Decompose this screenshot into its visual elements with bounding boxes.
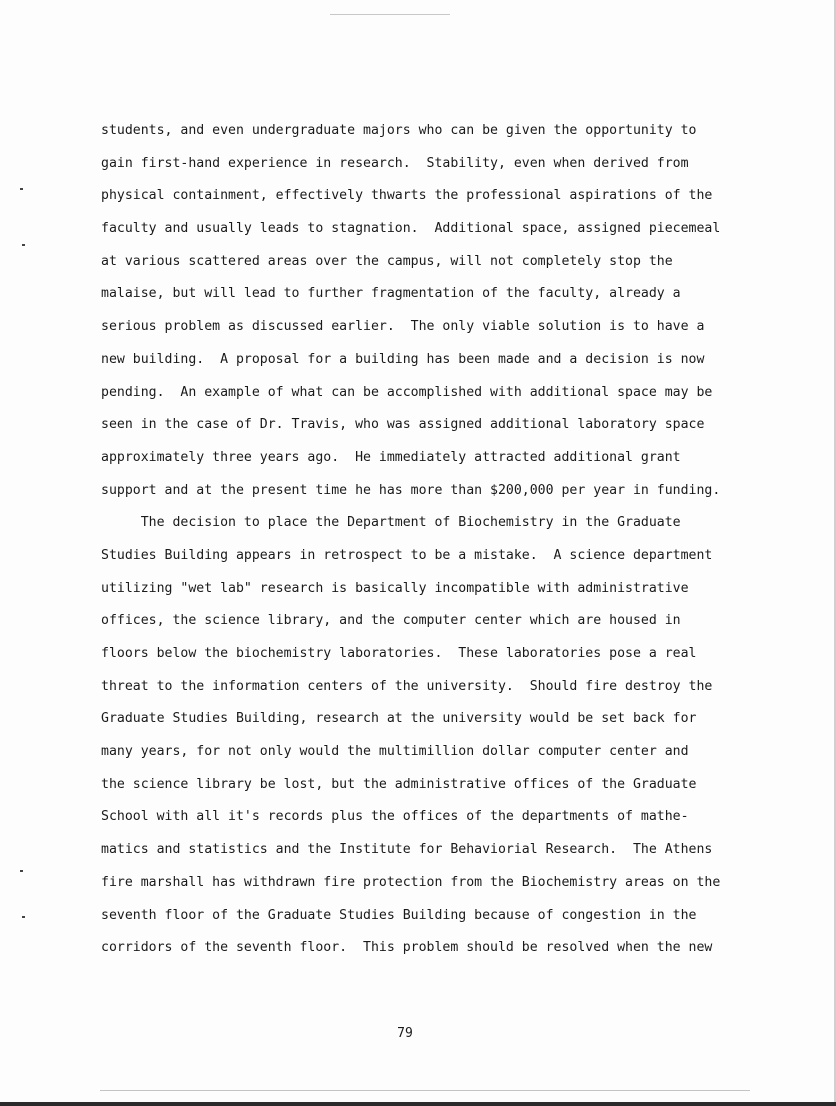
text-line: corridors of the seventh floor. This problem should be resolved when the new [101, 940, 713, 956]
scan-speck [22, 244, 25, 246]
scan-artifact-bottom-line [100, 1090, 750, 1091]
text-line: physical containment, effectively thwarts the professional aspirations of the [101, 188, 713, 204]
text-line: floors below the biochemistry laboratories. These laboratories pose a real [101, 646, 697, 661]
text-line: the science library be lost, but the administrative offices of the Graduate [101, 776, 697, 792]
scan-speck [22, 916, 25, 918]
text-line: support and at the present time he has more than $200,000 per year in funding. [101, 482, 721, 498]
text-line: new building. A proposal for a building has been made and a decision is now [101, 351, 705, 367]
text-line: offices, the science library, and the computer center which are housed in [101, 613, 681, 629]
text-line: students, and even undergraduate majors who can be given the opportunity to [101, 123, 697, 138]
text-line: School with all it's records plus the offices of the departments of mathe- [101, 809, 689, 825]
page-number: 79 [397, 1026, 413, 1041]
text-line: Graduate Studies Building, research at the university would be set back for [101, 711, 697, 727]
text-line: many years, for not only would the multimillion dollar computer center and [101, 744, 689, 760]
text-line: gain first-hand experience in research. Stability, even when derived from [101, 155, 689, 171]
text-line: matics and statistics and the Institute for Behaviorial Research. The Athens [101, 842, 713, 858]
text-line: serious problem as discussed earlier. The only viable solution is to have a [101, 319, 705, 335]
text-line: threat to the information centers of the university. Should fire destroy the [101, 678, 713, 694]
text-line: malaise, but will lead to further fragmentation of the faculty, already a [101, 286, 681, 302]
text-line: faculty and usually leads to stagnation. Additional space, assigned piecemeal [101, 221, 721, 237]
text-line: at various scattered areas over the campus, will not completely stop the [101, 253, 673, 269]
paragraph-start-line: The decision to place the Department of Biochemistry in the Graduate [101, 515, 681, 531]
scan-artifact-top-line [330, 14, 450, 15]
text-line: approximately three years ago. He immediately attracted additional grant [101, 449, 681, 465]
text-line: fire marshall has withdrawn fire protection from the Biochemistry areas on the [101, 874, 721, 890]
scan-speck [20, 188, 23, 190]
body-text [101, 117, 761, 967]
text-line: pending. An example of what can be accomplished with additional space may be [101, 384, 713, 400]
text-line: seventh floor of the Graduate Studies Building because of congestion in the [101, 907, 697, 923]
scan-artifact-bottom-edge [0, 1102, 836, 1106]
scan-speck [20, 870, 23, 872]
text-line: seen in the case of Dr. Travis, who was assigned additional laboratory space [101, 417, 705, 433]
text-line: utilizing "wet lab" research is basically incompatible with administrative [101, 580, 689, 596]
text-line: Studies Building appears in retrospect to be a mistake. A science department [101, 547, 713, 563]
